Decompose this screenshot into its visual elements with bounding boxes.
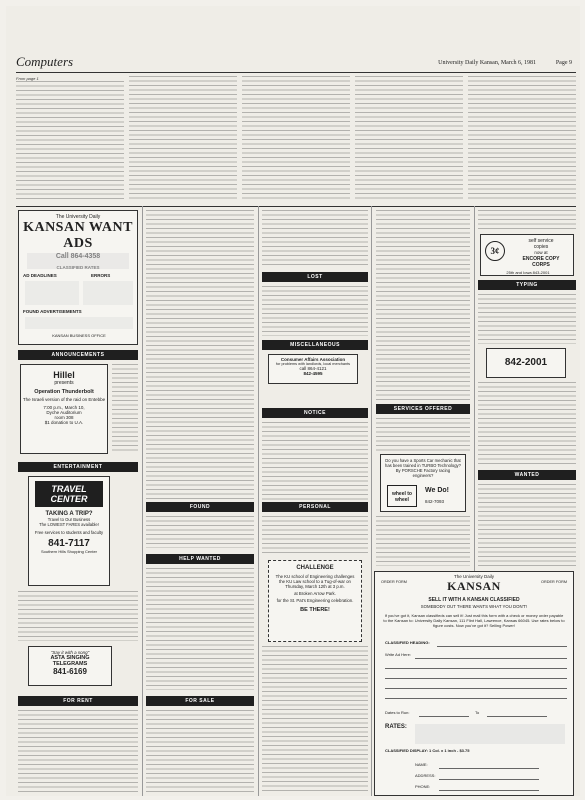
for-sale-header: FOR SALE: [146, 696, 254, 706]
date-to-line[interactable]: [487, 716, 547, 717]
ad-line-3[interactable]: [385, 678, 567, 679]
consumer-line1: Consumer Affairs Association: [280, 357, 346, 362]
turbo-ad: [380, 454, 466, 512]
hillel-ad: [20, 364, 108, 454]
article-column-5: [468, 76, 576, 202]
hillel-presents: presents: [54, 380, 74, 386]
consumer-line4: 842-4595: [303, 371, 323, 376]
section-title: Computers: [16, 54, 74, 69]
miscellaneous-header: MISCELLANEOUS: [262, 340, 368, 350]
travel-center-ad: [28, 476, 110, 586]
page-header: [16, 54, 576, 70]
hillel-time: 7:00 p.m., March 10,: [43, 405, 85, 410]
order-form-label-right: ORDER FORM: [541, 580, 567, 584]
challenge-line3: for the St. Pat's Engineering celebration.: [276, 598, 354, 603]
rates-table: [415, 724, 565, 744]
typing-phone: 842-2001: [504, 357, 548, 368]
asta-ad: [28, 646, 112, 686]
article-column-2: [129, 76, 237, 202]
hillel-event: Operation Thunderbolt: [34, 389, 94, 395]
article-column-3: [242, 76, 350, 202]
travel-free: Free services to students and faculty: [34, 530, 104, 535]
asta-line3: TELEGRAMS: [52, 661, 88, 667]
ad-line-5[interactable]: [385, 698, 567, 699]
turbo-we-do: We Do!: [425, 487, 449, 494]
ad-deadlines-heading: AD DEADLINES: [23, 273, 57, 278]
price-badge: 3¢: [485, 241, 505, 261]
notice-header: NOTICE: [262, 408, 368, 418]
order-body: If you've got it, Kansan classifieds can sell it! Just mail this form with a check or money order payable to the Kansan to: University Daily Kansan, 111 Flint Hall, Lawrence, Kansas 66045. Use rates below to figure costs. Now you've got it? Selling Power!: [383, 613, 565, 628]
travel-fares: The LOWEST FARES available!: [39, 522, 99, 527]
order-address: ADDRESS:: [415, 773, 436, 778]
order-phone: PHONE:: [415, 784, 431, 789]
copies-line1: self service: [528, 238, 554, 244]
order-write-ad: Write Ad Here:: [385, 652, 411, 657]
challenge-title: CHALLENGE: [296, 565, 334, 571]
address-line[interactable]: [439, 779, 539, 780]
order-big-title: KANSAN: [447, 579, 501, 593]
order-rates: RATES:: [385, 724, 407, 730]
travel-tagline: TAKING A TRIP?: [45, 511, 93, 517]
for-rent-header: FOR RENT: [18, 696, 138, 706]
turbo-phone: 842-7093: [425, 499, 445, 504]
order-form-label-left: ORDER FORM: [381, 580, 407, 584]
page-number: Page 9: [555, 60, 572, 66]
travel-center-logo: TRAVEL CENTER: [35, 481, 103, 507]
date-from-line[interactable]: [419, 716, 469, 717]
order-name: NAME:: [415, 762, 428, 767]
classified-col-2: [146, 210, 254, 500]
asta-line2: ASTA SINGING: [50, 655, 90, 661]
continued-line: From page 1: [16, 76, 39, 81]
entertainment-header: ENTERTAINMENT: [18, 462, 138, 472]
phone-line[interactable]: [439, 790, 539, 791]
ad-line-4[interactable]: [385, 688, 567, 689]
consumer-line2: for problems with landlords, local merchants: [275, 362, 351, 366]
hillel-price: $1 donation to U.A.: [44, 420, 84, 425]
personal-header: PERSONAL: [262, 502, 368, 512]
wanted-header: WANTED: [478, 470, 576, 480]
article-column-4: [355, 76, 463, 202]
order-dates: Dates to Run:: [385, 710, 410, 715]
header-rule: [16, 72, 576, 73]
order-heading-label: CLASSIFIED HEADING:: [385, 640, 430, 645]
want-ads-title: KANSAN WANT ADS: [23, 220, 133, 251]
business-office: KANSAN BUSINESS OFFICE: [52, 333, 106, 338]
masthead-date: University Daily Kansan, March 6, 1981: [438, 60, 536, 66]
services-offered-header: SERVICES OFFERED: [376, 404, 470, 414]
hillel-room: room 308: [54, 415, 74, 420]
help-wanted-header: HELP WANTED: [146, 554, 254, 564]
challenge-line1: The KU school of Engineering challenges the KU Law school to a Tug-of-war on Thursday, March 12th at 3 p.m.: [275, 574, 355, 589]
article-rule: [16, 206, 576, 207]
copies-line4: ENCORE COPY: [522, 256, 560, 262]
typing-ad: [486, 348, 566, 378]
hillel-name: Hillel: [53, 370, 75, 380]
challenge-line4: BE THERE!: [300, 607, 330, 613]
order-headline1: SELL IT WITH A KANSAN CLASSIFIED: [428, 597, 520, 603]
lost-header: LOST: [262, 272, 368, 282]
name-line[interactable]: [439, 768, 539, 769]
order-small-title: The University Daily: [453, 574, 494, 579]
encore-copy-ad: [480, 234, 574, 276]
want-ads-box: [18, 210, 138, 345]
asta-line1: "Say it with a song": [50, 650, 90, 655]
typing-header: TYPING: [478, 280, 576, 290]
order-display: CLASSIFIED DISPLAY: 1 Col. x 1 inch - $3.75: [385, 748, 470, 753]
consumer-affairs-ad: [268, 354, 358, 384]
copies-line3: now at: [534, 250, 548, 255]
found-adv-heading: FOUND ADVERTISEMENTS: [23, 309, 82, 314]
ad-line-1[interactable]: [415, 658, 567, 659]
ad-line-2[interactable]: [385, 668, 567, 669]
copies-line2: copies: [533, 244, 549, 250]
newspaper-page: [6, 6, 580, 796]
found-header: FOUND: [146, 502, 254, 512]
order-headline2: SOMEBODY OUT THERE WANTS WHAT YOU DON'T!: [420, 604, 528, 609]
asta-phone: 841-6169: [53, 667, 87, 676]
article-column-1: [16, 76, 124, 202]
hillel-desc: The Israeli version of the raid on Entebbe: [22, 397, 106, 402]
order-to: To: [475, 710, 480, 715]
errors-heading: ERRORS: [91, 273, 111, 278]
announcements-header: ANNOUNCEMENTS: [18, 350, 138, 360]
consumer-line3: call 864-4121: [299, 366, 327, 371]
wheel-to-wheel-logo: wheel to wheel: [387, 485, 417, 507]
turbo-text: Do you have a Sports Car mechanic that has been trained in TURBO Technology? By PORSCHE Factory racing engineers?: [385, 458, 461, 478]
travel-phone: 841-7117: [48, 538, 90, 549]
travel-address: Southern Hills Shopping Center: [40, 549, 98, 554]
travel-sub: Travel to Our Business: [47, 517, 91, 522]
heading-input-line[interactable]: [437, 646, 567, 647]
copies-line5: CORPS: [532, 262, 550, 268]
challenge-line2: at Broken Arrow Park.: [294, 591, 336, 596]
challenge-ad: [268, 560, 362, 642]
classified-order-form: [374, 571, 574, 796]
hillel-place: Dyche Auditorium: [46, 410, 82, 415]
copies-address: 25th and Iowa 843-2001: [506, 270, 550, 275]
want-ads-small-title: The University Daily: [55, 214, 101, 220]
